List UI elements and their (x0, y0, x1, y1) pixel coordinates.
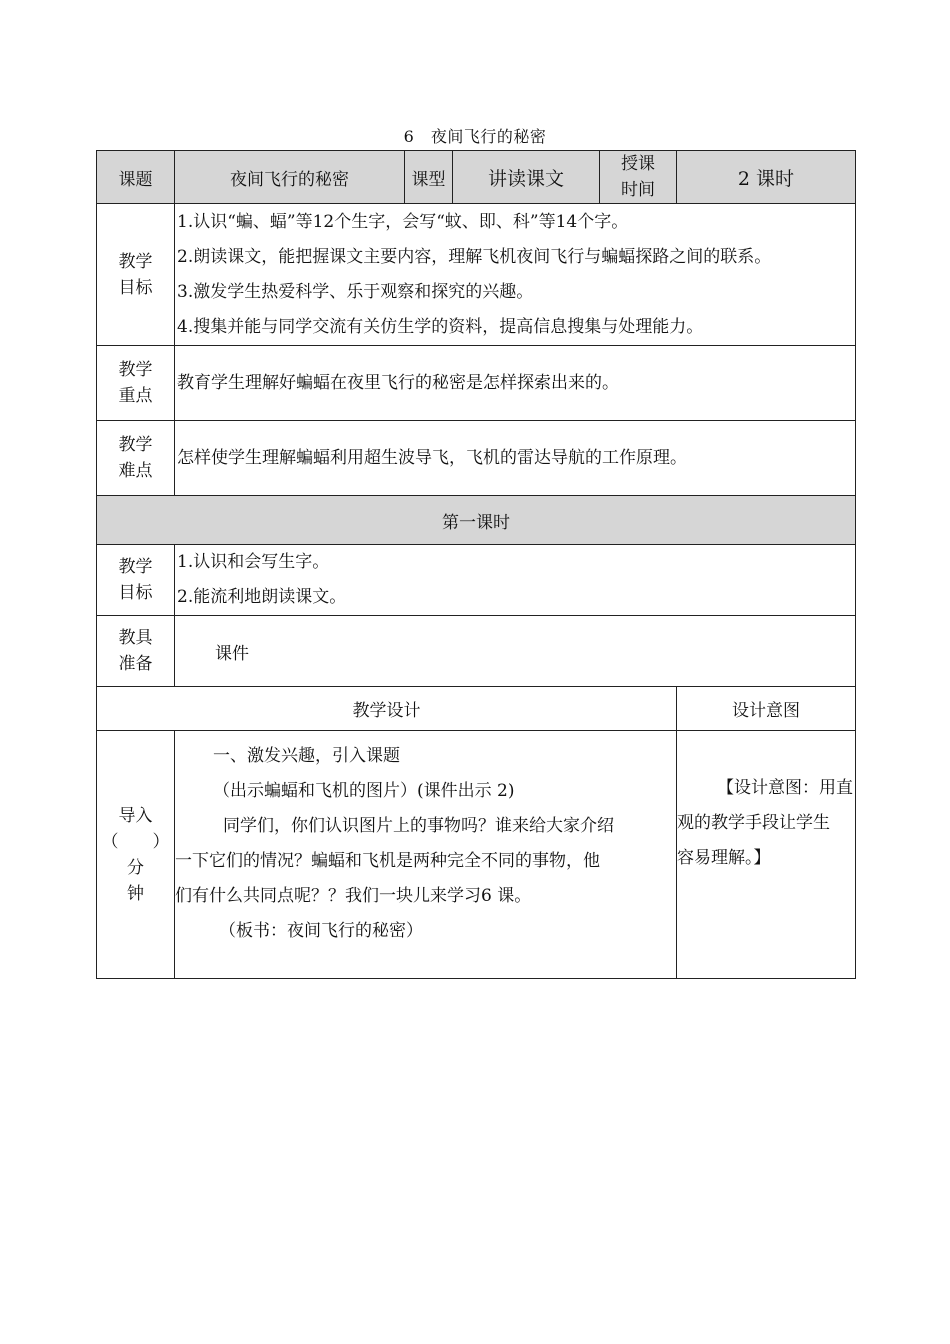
difficulties-label: 教学 难点 (97, 421, 175, 496)
intro-line: （出示蝙蝠和飞机的图片）(课件出示 2) (213, 781, 515, 801)
time-value: 2 课时 (677, 151, 856, 204)
key-points-row (97, 346, 856, 421)
tools-label: 教具 准备 (97, 616, 175, 687)
intro-line: 们有什么共同点呢？？我们一块儿来学习6 课。 (175, 886, 532, 906)
time-label: 授课 时间 (600, 151, 677, 204)
design-header-row (97, 687, 856, 731)
intro-row (97, 731, 856, 979)
goal-item: 2.朗读课文，能把握课文主要内容，理解飞机夜间飞行与蝙蝠探路之间的联系。 (177, 246, 772, 267)
design-header: 教学设计 (97, 687, 677, 731)
intro-line: 一、激发兴趣，引入课题 (213, 746, 400, 766)
type-label: 课型 (405, 151, 453, 204)
lesson-goals-row (97, 545, 856, 616)
tools-row (97, 616, 856, 687)
document-title: 6 夜间飞行的秘密 (403, 127, 547, 146)
lesson-goal-item: 2.能流利地朗读课文。 (177, 587, 347, 607)
difficulties-row (97, 421, 856, 496)
lesson-goals-content (175, 545, 856, 616)
header-row (97, 151, 856, 204)
goal-item: 4.搜集并能与同学交流有关仿生学的资料，提高信息搜集与处理能力。 (177, 316, 704, 337)
key-points-content: 教育学生理解好蝙蝠在夜里飞行的秘密是怎样探索出来的。 (175, 346, 856, 421)
intro-label: 导入 （ ）分 钟 (97, 731, 175, 979)
tools-value: 课件 (175, 616, 856, 687)
lesson-header-row (97, 496, 856, 545)
goal-item: 3.激发学生热爱科学、乐于观察和探究的兴趣。 (177, 281, 534, 302)
goals-row (97, 204, 856, 346)
lesson-goal-item: 1.认识和会写生字。 (177, 552, 330, 572)
subject-label: 课题 (97, 151, 175, 204)
lesson-plan-table (96, 150, 856, 979)
intro-line: 同学们，你们认识图片上的事物吗？谁来给大家介绍 (223, 816, 614, 836)
intro-line: （板书：夜间飞行的秘密） (219, 921, 423, 941)
goal-item: 1.认识“蝙、蝠”等12个生字，会写“蚊、即、科”等14个字。 (177, 211, 629, 232)
key-points-label: 教学 重点 (97, 346, 175, 421)
intent-header: 设计意图 (677, 687, 856, 731)
lesson-goals-label: 教学 目标 (97, 545, 175, 616)
lesson-header: 第一课时 (97, 496, 856, 545)
subject-value: 夜间飞行的秘密 (175, 151, 405, 204)
goals-content (175, 204, 856, 346)
intro-content (175, 731, 677, 979)
intro-intent: 【设计意图：用直 观的教学手段让学生 容易理解。】 (677, 731, 856, 979)
goals-label: 教学 目标 (97, 204, 175, 346)
type-value: 讲读课文 (453, 151, 600, 204)
intro-line: 一下它们的情况？蝙蝠和飞机是两种完全不同的事物，他 (175, 851, 600, 871)
difficulties-content: 怎样使学生理解蝙蝠利用超生波导飞，飞机的雷达导航的工作原理。 (175, 421, 856, 496)
